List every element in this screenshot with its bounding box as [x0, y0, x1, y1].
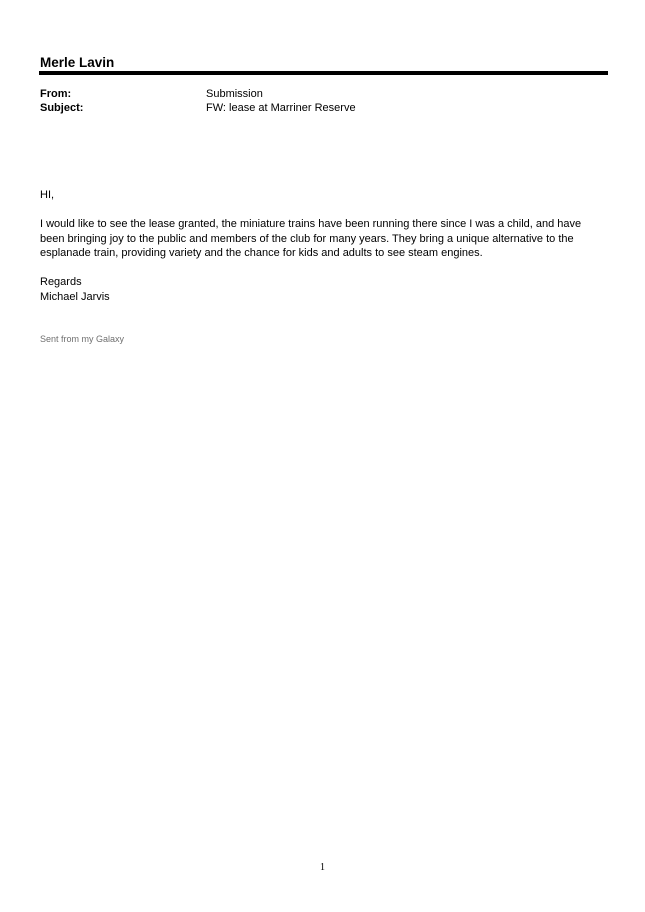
message-closing: Regards: [40, 276, 82, 288]
from-value: Submission: [206, 88, 263, 100]
sender-name: Merle Lavin: [40, 55, 115, 70]
page-number: 1: [320, 862, 325, 873]
message-signature: Michael Jarvis: [40, 291, 110, 303]
message-greeting: HI,: [40, 189, 55, 201]
message-paragraph: I would like to see the lease granted, the miniature trains have been running there since I was a child, and have been bringing joy to the public and members of the club for many years. They bring a unique alternative to the esplanade train, providing variety and the chance for kids and adults to see steam engines.: [40, 218, 582, 259]
sent-from-note: Sent from my Galaxy: [40, 334, 125, 344]
subject-value: FW: lease at Marriner Reserve: [206, 102, 356, 114]
header-divider: [39, 71, 608, 75]
subject-label: Subject:: [40, 102, 84, 114]
from-label: From:: [40, 88, 72, 100]
